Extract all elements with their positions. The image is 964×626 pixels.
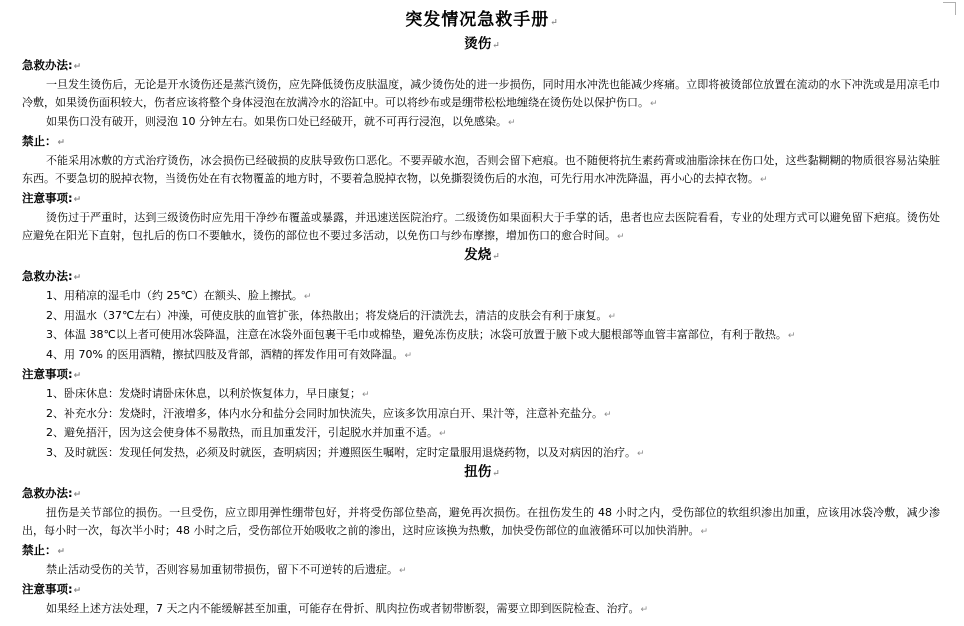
burn-first-aid-paragraph: 一旦发生烫伤后，无论是开水烫伤还是蒸汽烫伤，应先降低烫伤皮肤温度，减少烫伤处的进一步损伤，同时用水冲洗也能减少疼痛。立即将被烫部位放置在流动的水下冲洗或是用凉毛巾冷敷，如果烫伤面积较大，伤者应该将整个身体浸泡在放满冷水的浴缸中。可以将纱布或是绷带松松地缠绕在烫伤处以保护伤口。↵ [22, 78, 940, 109]
fever-notes-item: 2、避免捂汗，因为这会使身体不易散热，而且加重发汗，引起脱水并加重不适。↵ [46, 426, 447, 439]
document-title: 突发情况急救手册↵ [405, 10, 559, 30]
sprain-prohibited-paragraph: 禁止活动受伤的关节，否则容易加重韧带损伤，留下不可逆转的后遗症。↵ [46, 563, 407, 576]
sprain-first-aid-heading: 急救办法:↵ [22, 486, 82, 500]
burn-prohibited-heading: 禁止：↵ [22, 134, 66, 148]
burn-prohibited-paragraph: 不能采用冰敷的方式治疗烫伤，冰会损伤已经破损的皮肤导致伤口恶化。不要弄破水泡，否则会留下疤痕。也不随便将抗生素药膏或油脂涂抹在伤口处，这些黏糊糊的物质很容易沾染脏东西。不要急切的脱掉衣物，当烫伤处在有衣物覆盖的地方时，不要着急脱掉衣物，以免撕裂烫伤后的水泡，可先行用水冲洗降温，再小心的去掉衣物。↵ [22, 154, 940, 185]
burn-first-aid-heading: 急救办法:↵ [22, 58, 82, 72]
sprain-first-aid-paragraph: 扭伤是关节部位的损伤。一旦受伤，应立即用弹性绷带包好，并将受伤部位垫高，避免再次损伤。在扭伤发生的 48 小时之内，受伤部位的软组织渗出加重，应该用冰袋冷敷，减少渗出，每小时一次，每次半小时；48 小时之后，受伤部位开始吸收之前的渗出，这时应该换为热敷，加快受伤部位的血液循环可以加快消肿。↵ [22, 506, 940, 537]
section-title-fever: 发烧↵ [464, 247, 500, 263]
fever-notes-item: 3、及时就医：发现任何发热，必须及时就医，查明病因；并遵照医生嘱咐，定时定量服用退烧药物，以及对病因的治疗。↵ [46, 445, 645, 459]
fever-notes-item: 2、补充水分：发烧时，汗液增多，体内水分和盐分会同时加快流失，应该多饮用凉白开、果汁等，注意补充盐分。↵ [46, 406, 612, 420]
fever-notes-item: 1、卧床休息：发烧时请卧床休息，以利於恢复体力，早日康复；↵ [46, 387, 370, 400]
section-title-sprain: 扭伤↵ [464, 464, 500, 480]
fever-notes-heading: 注意事项:↵ [22, 367, 82, 381]
burn-notes-heading: 注意事项:↵ [22, 191, 82, 205]
burn-notes-paragraph: 烫伤过于严重时，达到三级烫伤时应先用干净纱布覆盖或暴露，并迅速送医院治疗。二级烫伤如果面积大于手掌的话，患者也应去医院看看，专业的处理方式可以避免留下疤痕。烫伤处应避免在阳光下直射，包扎后的伤口不要触水，烫伤的部位也不要过多活动，以免伤口与纱布摩擦，增加伤口的愈合时间。↵ [22, 211, 940, 242]
sprain-notes-paragraph: 如果经上述方法处理，7 天之内不能缓解甚至加重，可能存在骨折、肌肉拉伤或者韧带断裂，需要立即到医院检查、治疗。↵ [46, 602, 649, 615]
fever-first-aid-item: 2、用温水（37℃左右）冲澡，可使皮肤的血管扩张，体热散出；将发烧后的汗渍洗去，清洁的皮肤会有利于康复。↵ [46, 308, 616, 322]
fever-first-aid-item: 4、用 70% 的医用酒精，擦拭四肢及背部，酒精的挥发作用可有效降温。↵ [46, 347, 412, 361]
burn-first-aid-paragraph: 如果伤口没有破开，则浸泡 10 分钟左右。如果伤口处已经破开，就不可再行浸泡，以免感染。↵ [46, 115, 516, 128]
fever-first-aid-heading: 急救办法:↵ [22, 269, 82, 283]
section-title-burn: 烫伤↵ [464, 36, 500, 52]
fever-first-aid-item: 1、用稍凉的湿毛巾（约 25℃）在额头、脸上擦拭。↵ [46, 289, 312, 302]
sprain-notes-heading: 注意事项:↵ [22, 582, 82, 596]
sprain-prohibited-heading: 禁止：↵ [22, 543, 66, 557]
fever-first-aid-item: 3、体温 38℃以上者可使用冰袋降温，注意在冰袋外面包裹干毛巾或棉垫，避免冻伤皮肤；冰袋可放置于腋下或大腿根部等血管丰富部位，有利于散热。↵ [46, 328, 796, 341]
page-corner-mark [943, 2, 956, 15]
